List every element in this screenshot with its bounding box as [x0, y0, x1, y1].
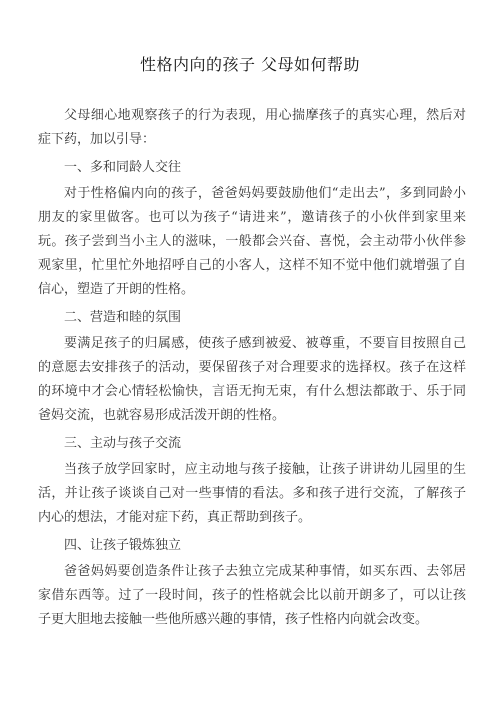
section-text-4: 爸爸妈妈要创造条件让孩子去独立完成某种事情，如买东西、去邻居家借东西等。过了一段时间，孩子的性格就会比以前开朗多了，可以让孩子更大胆地去接触一些他所感兴趣的事情，孩子性格内向就会改变。 [38, 564, 466, 627]
document-body [38, 104, 466, 632]
document-title: 性格内向的孩子 父母如何帮助 [139, 55, 361, 74]
section-heading-2: 二、营造和睦的氛围 [64, 310, 182, 325]
section-heading-4: 四、让孩子锻炼独立 [64, 538, 182, 553]
section-text-2: 要满足孩子的归属感，使孩子感到被爱、被尊重，不要盲目按照自己的意愿去安排孩子的活动，要保留孩子对合理要求的选择权。孩子在这样的环境中才会心情轻松愉快，言语无拘无束，有什么想法都敢于、乐于同爸妈交流，也就容易形成活泼开朗的性格。 [38, 336, 466, 423]
section-text-1: 对于性格偏内向的孩子，爸爸妈妈要鼓励他们“走出去”，多到同龄小朋友的家里做客。也可以为孩子“请进来”，邀请孩子的小伙伴到家里来玩。孩子尝到当小主人的滋味，一般都会兴奋、喜悦，会主动带小伙伴参观家里，忙里忙外地招呼自己的小客人，这样不知不觉中他们就增强了自信心，塑造了开朗的性格。 [38, 186, 466, 297]
section-heading-3: 三、主动与孩子交流 [64, 436, 182, 451]
section-heading-1: 一、多和同龄人交往 [64, 160, 182, 175]
section-text-3: 当孩子放学回家时，应主动地与孩子接触，让孩子讲讲幼儿园里的生活，并让孩子谈谈自己对一些事情的看法。多和孩子进行交流，了解孩子内心的想法，才能对症下药，真正帮助到孩子。 [38, 462, 466, 525]
intro-paragraph: 父母细心地观察孩子的行为表现，用心揣摩孩子的真实心理，然后对症下药，加以引导： [38, 108, 466, 147]
